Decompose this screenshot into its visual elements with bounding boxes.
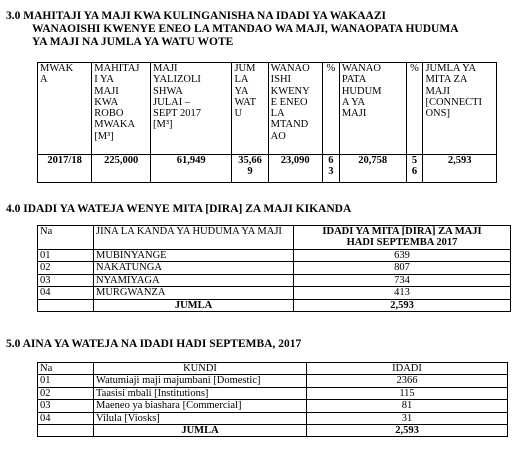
header-cell-wanaoishi: WANAO ISHI KWENY E ENEO LA MTAND AO [268,63,322,155]
row-number: 01 [38,375,94,387]
zone-name: NYAMIYAGA [94,274,294,286]
customer-group: Taasisi mbali [Institutions] [94,387,307,399]
customer-group: Watumiaji maji majumbani [Domestic] [94,375,307,387]
section4-heading: 4.0 IDADI YA WATEJA WENYE MITA [DIRA] ZA MAJI KIKANDA [6,203,352,215]
table-row [38,262,511,274]
table-row [38,412,508,424]
meters-header-zone: JINA LA KANDA YA HUDUMA YA MAJI [94,226,294,250]
data-cell-jumla-ya-mita: 2,593 [423,155,497,183]
meters-header-row [38,226,511,250]
header-cell-wanaopata: WANAO PATA HUDUM A YA MAJI [339,63,406,155]
header-cell-jumla-ya-mita: JUMLA YA MITA ZA MAJI [CONNECTI ONS] [423,63,497,155]
header-cell-mwaka: MWAK A [38,63,92,155]
customer-types-table [37,362,508,437]
table-row [38,250,511,262]
water-demand-header-row [38,63,497,155]
data-cell-jumla-ya-watu: 35,66 9 [232,155,268,183]
customer-group: Maeneo ya biashara [Commercial] [94,400,307,412]
customer-header-kundi: KUNDI [94,363,307,375]
header-cell-jumla-ya-watu: JUM LA YA WAT U [232,63,268,155]
meters-header-na: Na [38,226,94,250]
data-cell-mwaka: 2017/18 [38,155,92,183]
water-demand-table [37,62,497,183]
row-number: 01 [38,250,94,262]
table-row [38,375,508,387]
data-cell-percent-1: 6 3 [322,155,339,183]
row-number: 04 [38,287,94,299]
table-row [38,400,508,412]
customer-count: 81 [307,400,508,412]
zone-name: MUBINYANGE [94,250,294,262]
customer-types-header-row [38,363,508,375]
meter-count: 807 [294,262,511,274]
total-empty-cell [38,425,94,437]
customer-count: 115 [307,387,508,399]
section5-heading: 5.0 AINA YA WATEJA NA IDADI HADI SEPTEMBA, 2017 [6,338,302,350]
total-label: JUMLA [94,425,307,437]
meters-total-row [38,299,511,311]
table-row [38,287,511,299]
total-value: 2,593 [294,299,511,311]
total-value: 2,593 [307,425,508,437]
row-number: 02 [38,387,94,399]
customer-group: Vilula [Viosks] [94,412,307,424]
table-row [38,274,511,286]
section3-heading [6,10,459,49]
data-cell-wanaopata: 20,758 [339,155,406,183]
customer-total-row [38,425,508,437]
customer-count: 2366 [307,375,508,387]
header-cell-percent-1: % [322,63,339,155]
water-demand-data-row [38,155,497,183]
total-empty-cell [38,299,94,311]
row-number: 03 [38,400,94,412]
total-label: JUMLA [94,299,294,311]
data-cell-mahitaji: 225,000 [92,155,151,183]
section3-heading-line1: 3.0 MAHITAJI YA MAJI KWA KULINGANISHA NA IDADI YA WAKAAZI [6,10,386,22]
header-cell-maji-yalizolishwa: MAJI YALIZOLI SHWA JULAI – SEPT 2017 [M³] [151,63,232,155]
row-number: 04 [38,412,94,424]
section3-heading-line2: WANAOISHI KWENYE ENEO LA MTANDAO WA MAJI, WANAOPATA HUDUMA [32,23,459,35]
meter-count: 734 [294,274,511,286]
customer-header-idadi: IDADI [307,363,508,375]
table-row [38,387,508,399]
data-cell-wanaoishi: 23,090 [268,155,322,183]
header-cell-percent-2: % [406,63,423,155]
meter-count: 413 [294,287,511,299]
section3-heading-line3: YA MAJI NA JUMLA YA WATU WOTE [32,36,234,48]
meters-by-zone-table [37,225,511,312]
row-number: 02 [38,262,94,274]
data-cell-percent-2: 5 6 [406,155,423,183]
row-number: 03 [38,274,94,286]
meters-header-count: IDADI YA MITA [DIRA] ZA MAJI HADI SEPTEMBA 2017 [294,226,511,250]
data-cell-maji-yalizolishwa: 61,949 [151,155,232,183]
header-cell-mahitaji: MAHITAJ I YA MAJI KWA ROBO MWAKA [M³] [92,63,151,155]
zone-name: MURGWANZA [94,287,294,299]
customer-header-na: Na [38,363,94,375]
customer-count: 31 [307,412,508,424]
zone-name: NAKATUNGA [94,262,294,274]
meter-count: 639 [294,250,511,262]
